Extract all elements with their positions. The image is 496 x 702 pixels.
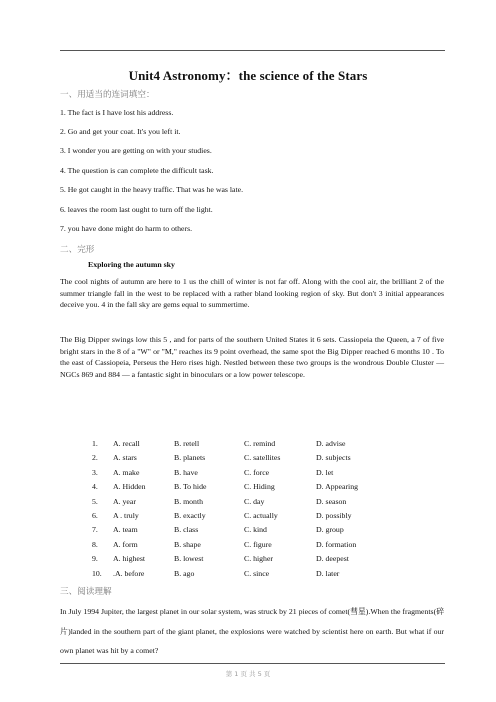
header-rule xyxy=(60,50,445,51)
option-number: 2. xyxy=(92,453,98,463)
page-number: 第 1 页 共 5 页 xyxy=(225,670,271,678)
reading-paragraph: In July 1994 Jupiter, the largest planet in our solar system, was struck by 21 pieces of comet(彗星).When the fragments(碎片)landed in the southern part of the giant planet, the explosions were watched by scientist here on earth. But what if our own planet was hit by a comet? xyxy=(60,607,444,655)
option-number: 4. xyxy=(92,482,98,492)
option-number: 1. xyxy=(92,439,98,448)
question-line: 5. He got caught in the heavy traffic. That was he was late. xyxy=(60,185,244,194)
option-row xyxy=(92,482,442,496)
option-number: 5. xyxy=(92,496,98,506)
option-number: 8. xyxy=(92,539,98,549)
option-b: B. planets xyxy=(174,453,206,463)
option-row xyxy=(92,497,442,511)
cloze-paragraph-2: The Big Dipper swings low this 5 , and for parts of the southern United States it 6 sets. Cassiopeia the Queen, a 7 of five bright stars in the 8 of a "W" or "M," reaches its 9 point overhead, the same spot the Big Dipper reached 6 months 10 . To the east of Cassiopeia, Perseus the Hero rises high. Nestled between these two groups is the wondrous Double Cluster — NGCs 869 and 884 — a fantastic sight in binoculars or a low power telescope. xyxy=(60,335,444,379)
page-title: Unit4 Astronomy：the science of the Stars xyxy=(128,68,368,83)
option-c: C. day xyxy=(244,496,265,506)
option-d: D. deepest xyxy=(316,554,349,564)
option-a: A. team xyxy=(113,525,138,535)
option-row xyxy=(92,569,442,583)
option-number: 10. xyxy=(92,568,102,578)
option-c: C. remind xyxy=(244,439,276,448)
question-line: 1. The fact is I have lost his address. xyxy=(60,108,174,117)
options-table xyxy=(92,439,442,583)
option-number: 6. xyxy=(92,510,98,520)
option-b: B. retell xyxy=(174,439,200,448)
option-a: A. Hidden xyxy=(113,482,146,492)
option-b: B. exactly xyxy=(174,510,206,520)
option-row xyxy=(92,525,442,539)
footer-rule xyxy=(60,663,445,664)
option-a: .A. before xyxy=(113,568,145,578)
option-c: C. since xyxy=(244,568,270,578)
option-a: A. stars xyxy=(113,453,137,463)
option-row xyxy=(92,554,442,568)
option-row xyxy=(92,439,442,453)
section-heading-conjunctions: 一、用适当的连词填空： xyxy=(60,90,155,100)
passage-title: Exploring the autumn sky xyxy=(88,260,175,269)
option-b: B. month xyxy=(174,496,204,506)
option-b: B. ago xyxy=(174,568,195,578)
option-d: D. advise xyxy=(316,439,346,448)
option-row xyxy=(92,540,442,554)
option-a: A. make xyxy=(113,467,140,477)
option-d: D. let xyxy=(316,467,334,477)
option-b: B. To hide xyxy=(174,482,207,492)
section-heading-reading: 三、阅读理解 xyxy=(60,587,112,597)
question-line: 2. Go and get your coat. It's you left it. xyxy=(60,127,181,136)
option-d: D. formation xyxy=(316,539,357,549)
option-c: C. Hiding xyxy=(244,482,275,492)
option-b: B. have xyxy=(174,467,198,477)
option-c: C. satellites xyxy=(244,453,281,463)
option-row xyxy=(92,511,442,525)
option-c: C. kind xyxy=(244,525,267,535)
option-a: A. form xyxy=(113,539,138,549)
option-c: C. higher xyxy=(244,554,274,564)
option-row xyxy=(92,468,442,482)
option-number: 7. xyxy=(92,525,98,535)
question-line: 6. leaves the room last ought to turn off the light. xyxy=(60,205,213,214)
cloze-paragraph-1: The cool nights of autumn are here to 1 us the chill of winter is not far off. Along with the cool air, the brilliant 2 of the summer triangle fall in the west to be replaced with a rather bland looking region of sky. But don't 3 initial appearances deceive you. 4 in the fall sky are gems equal to summertime. xyxy=(60,277,444,310)
option-c: C. force xyxy=(244,467,270,477)
option-a: A . truly xyxy=(113,510,139,520)
section-heading-cloze: 二、完形 xyxy=(60,245,95,255)
option-d: D. Appearing xyxy=(316,482,359,492)
option-d: D. later xyxy=(316,568,340,578)
option-d: D. group xyxy=(316,525,344,535)
option-d: D. season xyxy=(316,496,347,506)
option-number: 9. xyxy=(92,554,98,564)
question-line: 3. I wonder you are getting on with your studies. xyxy=(60,146,212,155)
option-d: D. subjects xyxy=(316,453,351,463)
question-line: 4. The question is can complete the difficult task. xyxy=(60,166,214,175)
option-b: B. lowest xyxy=(174,554,204,564)
option-a: A. recall xyxy=(113,439,140,448)
option-c: C. figure xyxy=(244,539,272,549)
option-c: C. actually xyxy=(244,510,278,520)
option-d: D. possibly xyxy=(316,510,352,520)
option-a: A. highest xyxy=(113,554,146,564)
option-number: 3. xyxy=(92,467,98,477)
option-row xyxy=(92,453,442,467)
option-a: A. year xyxy=(113,496,136,506)
option-b: B. class xyxy=(174,525,199,535)
question-line: 7. you have done might do harm to others. xyxy=(60,224,193,233)
option-b: B. shape xyxy=(174,539,201,549)
